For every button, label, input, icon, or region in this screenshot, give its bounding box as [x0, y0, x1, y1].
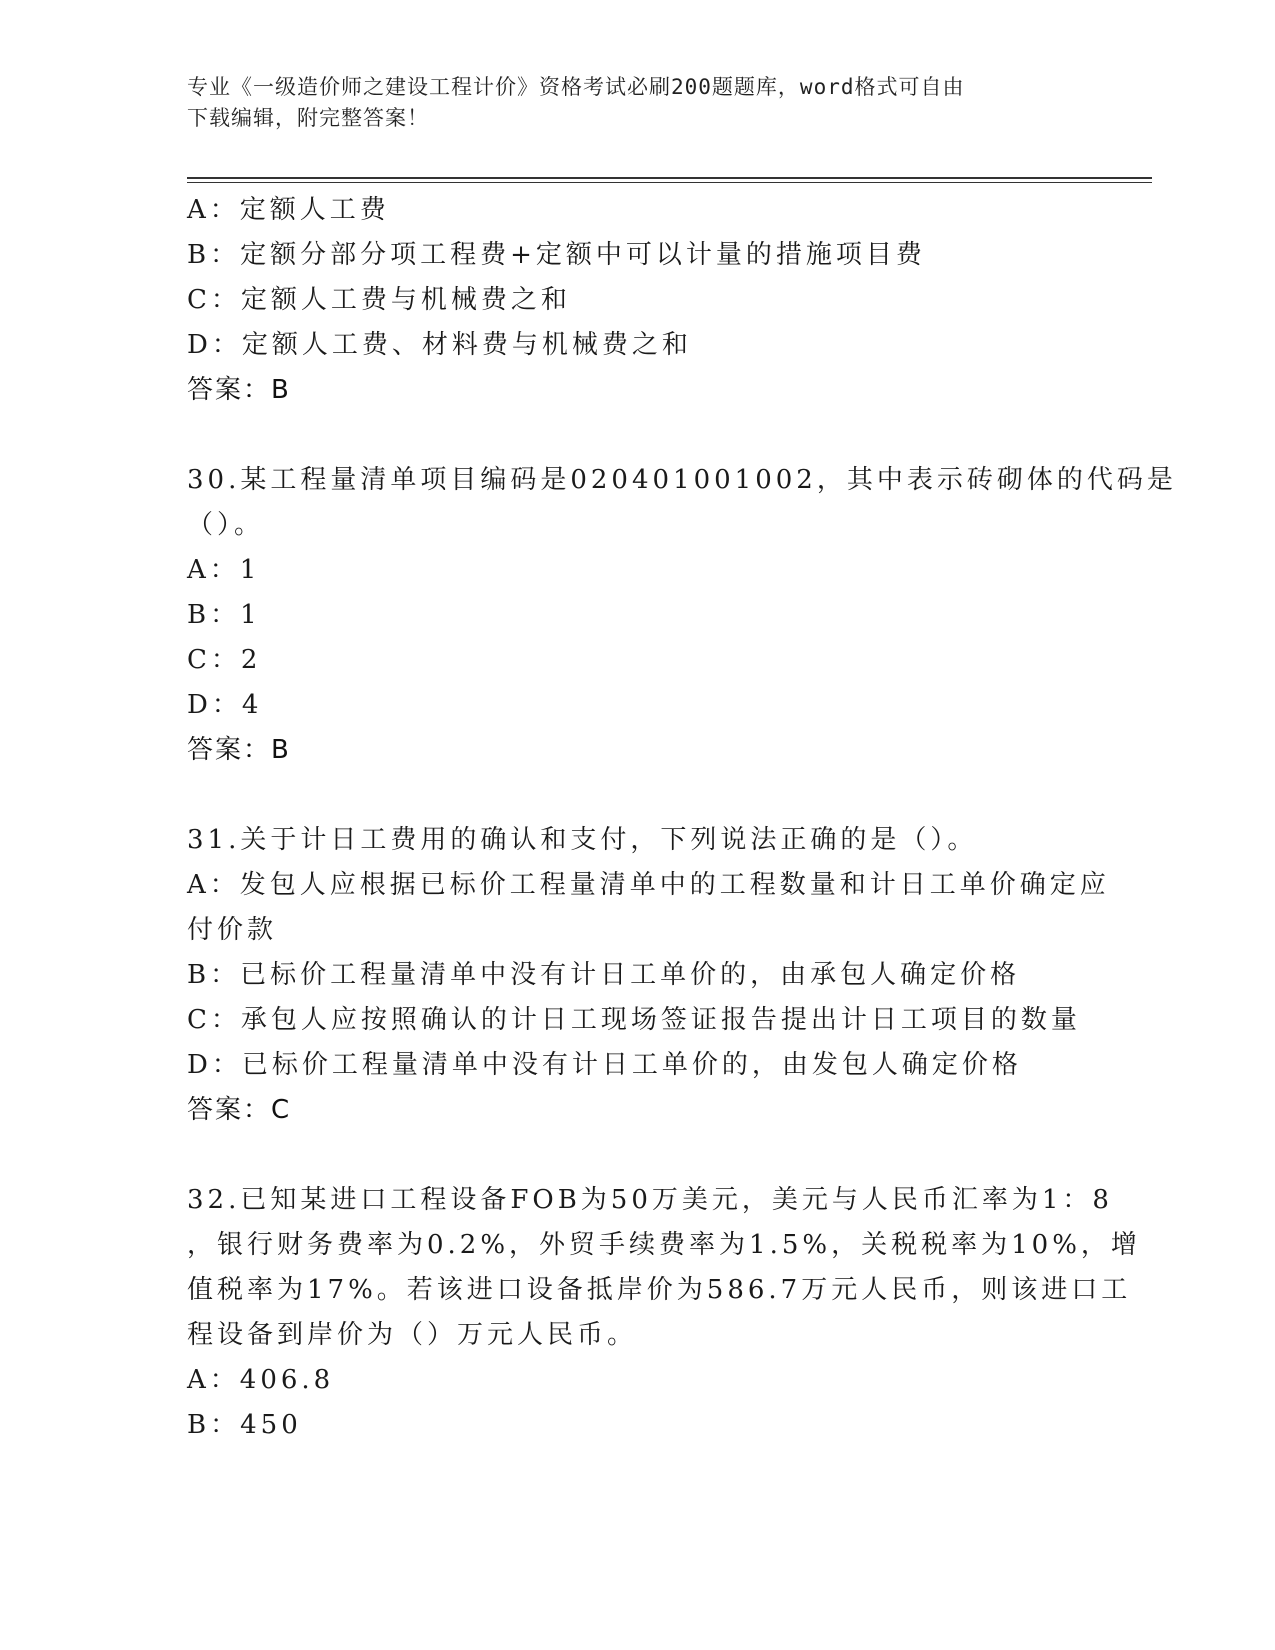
- header-divider-thin: [187, 182, 1152, 183]
- q32-option-b: B：450: [187, 1410, 302, 1440]
- spacer: [187, 413, 1087, 458]
- q30-stem-line-2: （）。: [187, 510, 265, 540]
- q30-option-b: B：1: [187, 600, 261, 630]
- header-divider-thick: [187, 177, 1152, 179]
- q31-option-a-line-1: A：发包人应根据已标价工程量清单中的工程数量和计日工单价确定应: [187, 870, 1110, 900]
- q29-option-c: C：定额人工费与机械费之和: [187, 285, 571, 315]
- header-line-2: 下载编辑，附完整答案！: [187, 106, 429, 130]
- question-content: [187, 188, 1177, 1448]
- q29-option-b: B：定额分部分项工程费+定额中可以计量的措施项目费: [187, 240, 926, 270]
- header-line-1: 专业《一级造价师之建设工程计价》资格考试必刷200题题库，word格式可自由: [187, 75, 965, 99]
- q30-stem-line-1: 30.某工程量清单项目编码是020401001002，其中表示砖砌体的代码是: [187, 465, 1177, 495]
- q31-option-d: D：已标价工程量清单中没有计日工单价的，由发包人确定价格: [187, 1050, 1022, 1080]
- q29-option-d: D：定额人工费、材料费与机械费之和: [187, 330, 692, 360]
- q29-answer: 答案：B: [187, 375, 291, 405]
- q31-answer: 答案：C: [187, 1095, 292, 1125]
- q32-option-a: A：406.8: [187, 1365, 335, 1395]
- q30-answer: 答案：B: [187, 735, 291, 765]
- q31-stem: 31.关于计日工费用的确认和支付，下列说法正确的是（）。: [187, 825, 978, 855]
- q32-stem-line-1: 32.已知某进口工程设备FOB为50万美元，美元与人民币汇率为1：8: [187, 1185, 1113, 1215]
- q30-option-a: A：1: [187, 555, 261, 585]
- q32-stem-line-2: ，银行财务费率为0.2%，外贸手续费率为1.5%，关税税率为10%，增: [187, 1230, 1141, 1260]
- q30-option-d: D：4: [187, 690, 263, 720]
- q31-option-a-line-2: 付价款: [187, 915, 278, 945]
- q30-option-c: C：2: [187, 645, 262, 675]
- spacer: [187, 773, 1087, 818]
- document-header: [187, 72, 1087, 134]
- q32-stem-line-4: 程设备到岸价为（）万元人民币。: [187, 1320, 638, 1350]
- q31-option-c: C：承包人应按照确认的计日工现场签证报告提出计日工项目的数量: [187, 1005, 1081, 1035]
- q32-stem-line-3: 值税率为17%。若该进口设备抵岸价为586.7万元人民币，则该进口工: [187, 1275, 1132, 1305]
- spacer: [187, 1133, 1087, 1178]
- q31-option-b: B：已标价工程量清单中没有计日工单价的，由承包人确定价格: [187, 960, 1021, 990]
- q29-option-a: A：定额人工费: [187, 195, 390, 225]
